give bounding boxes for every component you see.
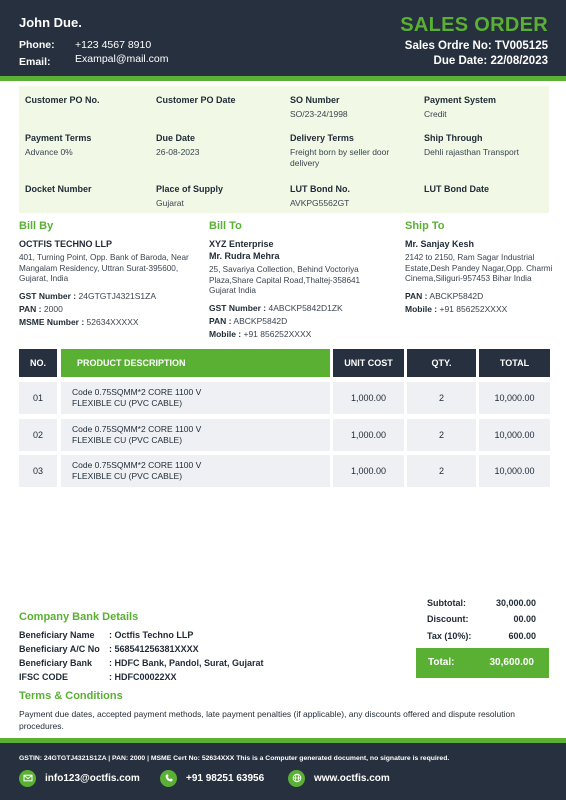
order-number-line <box>405 40 548 52</box>
discount-value: 00.00 <box>513 614 536 624</box>
footer-email-text: info123@octfis.com <box>45 772 140 784</box>
customer-po-date <box>156 94 286 109</box>
bank-detail-label: Beneficiary Bank <box>19 658 93 668</box>
bank-detail-label: IFSC CODE <box>19 672 69 682</box>
field-value: 26-08-2023 <box>156 147 200 157</box>
bill-by-title: Bill By <box>19 220 54 232</box>
col-header-description: PRODUCT DESCRIPTION <box>61 349 330 377</box>
col-header-unit-cost: UNIT COST <box>333 349 404 377</box>
bill-to-title: Bill To <box>209 220 242 232</box>
ship-to-person: Mr. Sanjay Kesh <box>405 239 475 249</box>
field-value: Freight born by seller door delivery <box>290 147 390 168</box>
cell-qty: 2 <box>407 455 476 487</box>
tax-label: Tax (10%): <box>427 631 472 641</box>
bank-detail-label: Beneficiary Name <box>19 630 95 640</box>
delivery-terms <box>290 132 390 169</box>
bank-detail-value: : Octfis Techno LLP <box>109 630 194 640</box>
field-label: Delivery Terms <box>290 133 354 143</box>
ship-through <box>424 132 554 158</box>
footer-phone[interactable] <box>160 768 264 788</box>
field-value: Dehli rajasthan Transport <box>424 147 519 157</box>
field-label: Payment Terms <box>25 133 92 143</box>
due-date-label: Due Date: <box>433 55 488 67</box>
grand-total-box <box>416 648 549 678</box>
msme-value: 52634XXXXX <box>86 316 139 327</box>
lut-bond-no <box>290 183 420 209</box>
customer-po-no <box>25 94 155 109</box>
subtotal-value: 30,000.00 <box>495 598 536 608</box>
field-label: LUT Bond No. <box>290 184 350 194</box>
order-number-label: Sales Ordre No: <box>404 40 492 52</box>
cell-no: 01 <box>19 382 57 414</box>
bill-to-person: Mr. Rudra Mehra <box>209 251 280 261</box>
bill-to-mobile <box>209 328 389 340</box>
email-label: Email: <box>19 56 51 68</box>
col-header-total: TOTAL <box>479 349 550 377</box>
place-of-supply <box>156 183 286 209</box>
seller-name: John Due. <box>19 15 82 30</box>
cell-no: 02 <box>19 419 57 451</box>
bill-by-pan <box>19 303 199 315</box>
email-value: Exampal@mail.com <box>75 53 169 65</box>
bank-detail-row <box>19 644 199 654</box>
bill-to-company: XYZ Enterprise <box>209 239 274 249</box>
footer-website-text: www.octfis.com <box>314 772 390 784</box>
tax-value: 600.00 <box>508 631 536 641</box>
field-label: Due Date <box>156 133 196 143</box>
document-title: SALES ORDER <box>400 14 548 36</box>
discount-label: Discount: <box>427 614 469 624</box>
field-value: AVKPG5562GT <box>290 198 350 208</box>
bank-detail-label: Beneficiary A/C No <box>19 644 100 654</box>
ship-to-address: 2142 to 2150, Ram Sagar Industrial Estate,Desh Pandey Nagar,Opp. Charmi Cinema,Siliguri-957453 Bihar India <box>405 253 553 283</box>
col-header-qty: QTY. <box>407 349 476 377</box>
gst-value: 4ABCKP5842D1ZK <box>268 302 343 313</box>
field-label: Customer PO No. <box>25 95 100 105</box>
cell-no: 03 <box>19 455 57 487</box>
footer-phone-text: +91 98251 63956 <box>186 772 265 784</box>
cell-unit-cost: 1,000.00 <box>333 419 404 451</box>
bill-to-section <box>209 220 389 340</box>
table-row <box>19 382 550 414</box>
header-accent-stripe <box>0 76 566 81</box>
total-label: Total: <box>428 657 455 668</box>
cell-qty: 2 <box>407 382 476 414</box>
pan-label: PAN : <box>405 290 428 301</box>
lut-bond-date <box>424 183 554 198</box>
bank-detail-value: : 568541256381XXXX <box>109 644 199 654</box>
footer-legal-note: GSTIN: 24GTGTJ4321S1ZA | PAN: 2000 | MSME Cert No: 52634XXX This is a Computer generated document, no signature is required. <box>19 755 450 762</box>
field-label: Place of Supply <box>156 184 224 194</box>
bill-by-company: OCTFIS TECHNO LLP <box>19 239 112 249</box>
field-value: Credit <box>424 109 447 119</box>
pan-value: 2000 <box>43 303 63 314</box>
field-label: Ship Through <box>424 133 483 143</box>
footer-accent-stripe <box>0 738 566 743</box>
payment-terms <box>25 132 155 158</box>
cell-qty: 2 <box>407 419 476 451</box>
phone-icon <box>160 770 177 787</box>
so-number <box>290 94 420 120</box>
field-label: Docket Number <box>25 184 92 194</box>
cell-total: 10,000.00 <box>479 382 550 414</box>
due-date-field <box>156 132 286 158</box>
field-label: SO Number <box>290 95 340 105</box>
bank-details-title: Company Bank Details <box>19 611 139 623</box>
bank-detail-row <box>19 658 264 668</box>
phone-value: +123 4567 8910 <box>75 39 152 51</box>
globe-icon <box>288 770 305 787</box>
cell-description: Code 0.75SQMM*2 CORE 1100 V FLEXIBLE CU (PVC CABLE) <box>61 419 330 451</box>
bank-detail-value: : HDFC00022XX <box>109 672 177 682</box>
docket-number <box>25 183 155 198</box>
mobile-value: +91 856252XXXX <box>243 328 312 339</box>
pan-value: ABCKP5842D <box>233 315 288 326</box>
cell-description: Code 0.75SQMM*2 CORE 1100 V FLEXIBLE CU (PVC CABLE) <box>61 455 330 487</box>
ship-to-mobile <box>405 303 555 315</box>
footer-website[interactable] <box>288 768 390 788</box>
field-value: Advance 0% <box>25 147 73 157</box>
bank-detail-value: : HDFC Bank, Pandol, Surat, Gujarat <box>109 658 264 668</box>
field-label: Customer PO Date <box>156 95 236 105</box>
gst-label: GST Number : <box>19 290 77 301</box>
footer-email[interactable] <box>19 768 140 788</box>
terms-title: Terms & Conditions <box>19 690 123 702</box>
phone-label: Phone: <box>19 39 55 51</box>
order-info-panel <box>19 86 549 213</box>
subtotal-label: Subtotal: <box>427 598 466 608</box>
cell-total: 10,000.00 <box>479 455 550 487</box>
cell-description: Code 0.75SQMM*2 CORE 1100 V FLEXIBLE CU (PVC CABLE) <box>61 382 330 414</box>
due-date-line <box>434 55 548 67</box>
gst-value: 24GTGTJ4321S1ZA <box>78 290 157 301</box>
total-value: 30,600.00 <box>489 657 534 668</box>
pan-label: PAN : <box>19 303 42 314</box>
mobile-label: Mobile : <box>405 303 438 314</box>
mail-icon <box>19 770 36 787</box>
msme-label: MSME Number : <box>19 316 85 327</box>
cell-total: 10,000.00 <box>479 419 550 451</box>
field-value: Gujarat <box>156 198 184 208</box>
ship-to-title: Ship To <box>405 220 445 232</box>
pan-value: ABCKP5842D <box>429 290 484 301</box>
bill-to-pan <box>209 315 389 327</box>
bill-to-address: 25, Savariya Collection, Behind Voctoriya Plaza,Share Capital Road,Thaltej-358641 Gujarat India <box>209 265 361 295</box>
cell-unit-cost: 1,000.00 <box>333 382 404 414</box>
pan-label: PAN : <box>209 315 232 326</box>
ship-to-pan <box>405 290 555 302</box>
order-number-value: TV005125 <box>494 40 548 52</box>
bank-detail-row <box>19 630 193 640</box>
field-label: Payment System <box>424 95 497 105</box>
ship-to-section <box>405 220 555 315</box>
col-header-no: NO. <box>19 349 57 377</box>
mobile-label: Mobile : <box>209 328 242 339</box>
field-label: LUT Bond Date <box>424 184 489 194</box>
bill-by-section <box>19 220 199 328</box>
cell-unit-cost: 1,000.00 <box>333 455 404 487</box>
due-date-value: 22/08/2023 <box>490 55 548 67</box>
bill-by-msme <box>19 316 199 328</box>
bill-by-gst <box>19 290 199 302</box>
bill-to-gst <box>209 302 389 314</box>
mobile-value: +91 856252XXXX <box>439 303 508 314</box>
table-row <box>19 419 550 451</box>
terms-text: Payment due dates, accepted payment methods, late payment penalties (if applicable), any discounts offered and dispute resolution procedures. <box>19 709 515 731</box>
bank-detail-row <box>19 672 177 682</box>
table-row <box>19 455 550 487</box>
gst-label: GST Number : <box>209 302 267 313</box>
payment-system <box>424 94 554 120</box>
bill-by-address: 401, Turning Point, Opp. Bank of Baroda, Near Mangalam Residency, Uttran Surat-395600, Gujarat, India <box>19 253 189 283</box>
field-value: SO/23-24/1998 <box>290 109 348 119</box>
